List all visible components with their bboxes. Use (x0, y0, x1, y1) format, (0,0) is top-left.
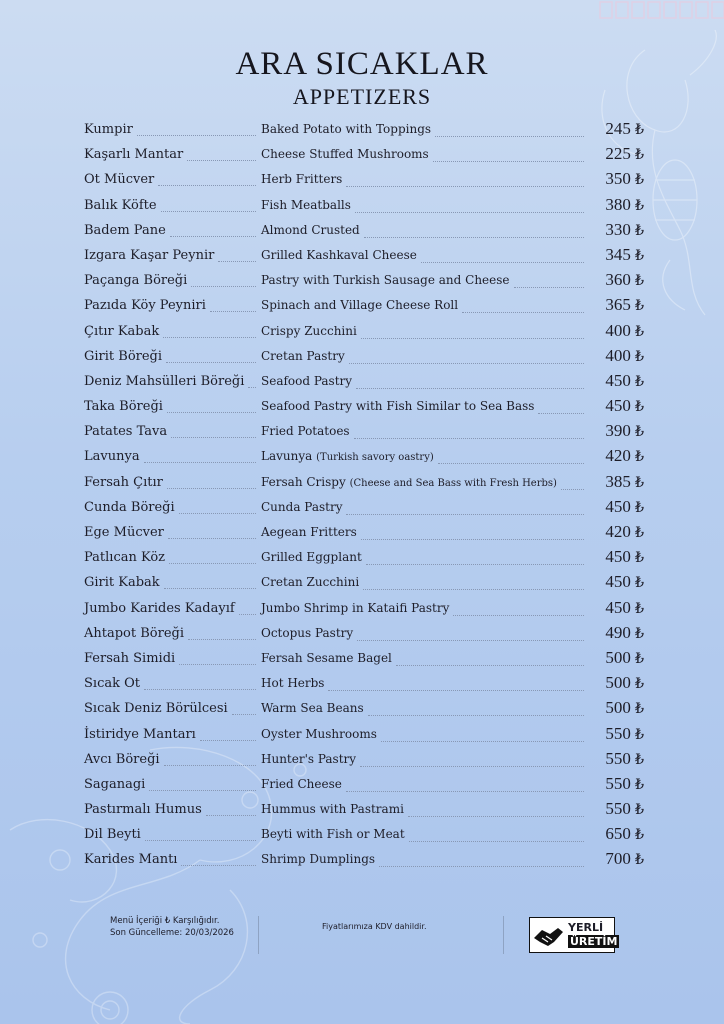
item-desc-en: Shrimp Dumplings (261, 852, 376, 867)
item-name-en (261, 374, 352, 388)
dot-leader (163, 337, 256, 338)
item-desc-en: Hot Herbs (261, 676, 325, 691)
item-desc-en: Fish Meatballs (261, 197, 351, 212)
currency-note: Menü İçeriği ₺ Karşılığıdır. (110, 916, 220, 926)
dot-leader (170, 236, 256, 237)
dot-leader (161, 211, 256, 212)
price-value: 420 (605, 522, 631, 541)
item-desc-en: Crispy Zucchini (261, 323, 357, 338)
item-name-en (261, 147, 429, 161)
menu-item-row (84, 571, 644, 596)
item-desc-en: Fried Potatoes (261, 424, 350, 439)
item-desc-en: Grilled Kashkaval Cheese (261, 247, 417, 262)
footer-divider (258, 916, 259, 954)
item-name-tr: Avcı Böreği (84, 751, 160, 767)
item-name-en (261, 475, 557, 489)
dot-leader (169, 563, 256, 564)
last-updated: Son Güncelleme: 20/03/2026 (110, 928, 234, 938)
item-desc-en: Hummus with Pastrami (261, 802, 404, 817)
item-price (605, 220, 644, 240)
dot-leader (181, 865, 256, 866)
item-name-tr: Pastırmalı Humus (84, 802, 202, 818)
item-desc-en: Oyster Mushrooms (261, 726, 377, 741)
currency-symbol: ₺ (635, 475, 644, 491)
menu-item-row (84, 244, 644, 269)
price-value: 330 (605, 219, 631, 239)
item-name-tr: Pazıda Köy Peyniri (84, 298, 206, 314)
item-name-en (261, 399, 534, 413)
currency-symbol: ₺ (635, 651, 644, 667)
item-name-en (261, 626, 353, 640)
dot-leader (144, 462, 256, 463)
currency-symbol: ₺ (635, 223, 644, 239)
item-desc-en: Spinach and Village Cheese Roll (261, 298, 459, 313)
menu-item-row (84, 723, 644, 748)
menu-item-row (84, 395, 644, 420)
dot-leader (366, 564, 584, 565)
item-name-en (261, 827, 405, 841)
price-value: 360 (605, 270, 631, 290)
item-price (605, 371, 644, 391)
menu-item-row (84, 798, 644, 823)
dot-leader (179, 664, 256, 665)
currency-symbol: ₺ (635, 551, 644, 567)
dot-leader (409, 841, 584, 842)
dot-leader (438, 463, 584, 464)
dot-leader (187, 160, 256, 161)
item-desc-en: Fried Cheese (261, 776, 342, 791)
yerli-uretim-badge (529, 917, 618, 953)
item-desc-en: Octopus Pastry (261, 625, 354, 640)
dot-leader (328, 690, 584, 691)
item-name-tr: Dil Beyti (84, 827, 141, 843)
currency-symbol: ₺ (635, 148, 644, 164)
item-name-en (261, 752, 356, 766)
item-desc-en: Grilled Eggplant (261, 550, 362, 565)
price-value: 450 (605, 396, 631, 416)
dot-leader (433, 161, 584, 162)
item-price (605, 824, 644, 844)
price-value: 550 (605, 723, 631, 743)
menu-item-row (84, 345, 644, 370)
currency-symbol: ₺ (635, 349, 644, 365)
footer-divider (503, 916, 504, 954)
item-desc-en: Warm Sea Beans (261, 701, 364, 716)
menu-item-row (84, 823, 644, 848)
dot-leader (379, 866, 584, 867)
currency-symbol: ₺ (635, 777, 644, 793)
price-value: 450 (605, 547, 631, 567)
price-value: 380 (605, 194, 631, 214)
dot-leader (538, 413, 584, 414)
item-name-tr: Paçanga Böreği (84, 273, 188, 289)
item-name-tr: Deniz Mahsülleri Böreği (84, 373, 245, 389)
dot-leader (346, 186, 584, 187)
currency-symbol: ₺ (635, 274, 644, 290)
price-value: 350 (605, 169, 631, 189)
item-name-en (261, 298, 458, 312)
item-name-en (261, 424, 350, 438)
item-desc-en: Aegean Fritters (261, 525, 357, 539)
menu-item-row (84, 521, 644, 546)
price-value: 450 (605, 572, 631, 592)
item-name-tr: Girit Kabak (84, 575, 160, 591)
handshake-icon (530, 918, 566, 952)
item-desc-en: Seafood Pastry (261, 373, 353, 388)
item-price (605, 195, 644, 215)
menu-item-row (84, 773, 644, 798)
currency-symbol: ₺ (635, 500, 644, 516)
menu-item-row (84, 320, 644, 345)
item-price (605, 774, 644, 794)
item-name-tr: Lavunya (84, 449, 140, 465)
item-name-tr: Sıcak Deniz Börülcesi (84, 701, 228, 717)
currency-symbol: ₺ (635, 400, 644, 416)
item-price (605, 547, 644, 567)
item-desc-en: Fersah Sesame Bagel (261, 650, 392, 665)
item-name-tr: Ege Mücver (84, 525, 164, 540)
dot-leader (356, 388, 584, 389)
item-price (605, 396, 644, 416)
item-name-tr: İstiridye Mantarı (84, 726, 196, 742)
item-name-en (261, 172, 342, 186)
item-price (605, 698, 644, 718)
item-name-tr: Kumpir (84, 122, 133, 137)
menu-item-row (84, 546, 644, 571)
price-value: 245 (605, 119, 631, 138)
price-value: 400 (605, 320, 631, 340)
item-name-en (261, 324, 357, 338)
currency-symbol: ₺ (635, 173, 644, 189)
item-desc-en: Fersah Crispy (261, 474, 346, 489)
item-desc-en: Cretan Pastry (261, 348, 345, 363)
item-price (605, 295, 644, 315)
item-price (605, 270, 644, 290)
item-name-tr: Girit Böreği (84, 348, 163, 364)
price-value: 345 (605, 244, 631, 264)
dot-leader (514, 287, 584, 288)
item-price (605, 245, 644, 265)
item-desc-en: Jumbo Shrimp in Kataifi Pastry (261, 600, 450, 615)
menu-item-row (84, 672, 644, 697)
menu-items-list (84, 118, 644, 874)
dot-leader (206, 815, 256, 816)
item-name-en (261, 651, 392, 665)
badge-line-2: ÜRETİM (570, 935, 618, 948)
dot-leader (357, 640, 584, 641)
dot-leader (167, 488, 256, 489)
menu-item-row (84, 269, 644, 294)
menu-item-row (84, 194, 644, 219)
item-price (605, 321, 644, 341)
item-name-en (261, 500, 342, 514)
price-value: 490 (605, 622, 631, 642)
currency-symbol: ₺ (635, 450, 644, 466)
currency-symbol: ₺ (635, 601, 644, 617)
dot-leader (158, 185, 256, 186)
currency-symbol: ₺ (635, 677, 644, 693)
price-value: 500 (605, 698, 631, 718)
badge-line-1: YERLİ (568, 921, 604, 934)
menu-item-row (84, 219, 644, 244)
item-price (605, 346, 644, 366)
item-name-en (261, 449, 434, 463)
currency-symbol: ₺ (635, 576, 644, 592)
item-name-tr: Balık Köfte (84, 197, 157, 213)
item-price (605, 119, 644, 139)
price-value: 365 (605, 295, 631, 315)
dot-leader (191, 286, 256, 287)
item-name-en (261, 273, 510, 287)
footer-info (110, 915, 234, 939)
dot-leader (248, 387, 256, 388)
price-value: 550 (605, 799, 631, 819)
dot-leader (421, 262, 584, 263)
price-value: 650 (605, 824, 631, 844)
item-price (605, 623, 644, 643)
item-desc-en: Almond Crusted (261, 222, 360, 237)
dot-leader (361, 539, 584, 540)
dot-leader (435, 136, 584, 137)
dot-leader (360, 766, 584, 767)
price-value: 550 (605, 773, 631, 793)
item-name-tr: Çıtır Kabak (84, 323, 160, 339)
item-name-tr: Taka Böreği (84, 399, 163, 415)
menu-item-row (84, 848, 644, 873)
currency-symbol: ₺ (635, 374, 644, 390)
item-name-tr: Ahtapot Böreği (84, 625, 185, 641)
item-desc-en: Seafood Pastry with Fish Similar to Sea Bass (261, 399, 535, 414)
dot-leader (364, 237, 584, 238)
dot-leader (354, 438, 584, 439)
dot-leader (346, 791, 584, 792)
item-price (605, 169, 644, 189)
currency-symbol: ₺ (635, 425, 644, 441)
currency-symbol: ₺ (635, 727, 644, 743)
item-name-tr: Sıcak Ot (84, 676, 140, 692)
dot-leader (239, 614, 256, 615)
currency-symbol: ₺ (635, 299, 644, 315)
decorative-pattern-top (598, 0, 724, 20)
price-value: 500 (605, 673, 631, 693)
price-value: 500 (605, 647, 631, 667)
currency-symbol: ₺ (635, 803, 644, 819)
price-value: 450 (605, 370, 631, 390)
menu-subtitle: APPETIZERS (292, 84, 432, 109)
dot-leader (349, 363, 584, 364)
price-value: 420 (605, 446, 631, 466)
price-value: 450 (605, 597, 631, 617)
menu-item-row (84, 294, 644, 319)
dot-leader (168, 538, 256, 539)
item-desc-en: Cunda Pastry (261, 499, 343, 514)
dot-leader (166, 362, 256, 363)
dot-leader (218, 261, 256, 262)
item-price (605, 497, 644, 517)
item-name-en (261, 349, 345, 363)
dot-leader (408, 816, 584, 817)
item-name-tr: Saganagi (84, 776, 146, 792)
currency-symbol: ₺ (635, 123, 644, 138)
menu-item-row (84, 647, 644, 672)
item-name-en (261, 802, 404, 816)
item-price (605, 522, 644, 542)
item-name-tr: Ot Mücver (84, 172, 155, 188)
item-name-en (261, 601, 449, 615)
currency-symbol: ₺ (635, 853, 644, 869)
item-name-tr: Jumbo Karides Kadayıf (84, 600, 235, 616)
item-desc-en: Hunter's Pastry (261, 751, 357, 766)
menu-item-row (84, 420, 644, 445)
menu-item-row (84, 168, 644, 193)
dot-leader (164, 588, 256, 589)
currency-symbol: ₺ (635, 248, 644, 264)
dot-leader (363, 589, 584, 590)
item-price (605, 849, 644, 869)
item-name-tr: Patlıcan Köz (84, 550, 166, 566)
item-desc-en: Cretan Zucchini (261, 575, 360, 590)
item-note: (Turkish savory oastry) (316, 452, 434, 464)
dot-leader (361, 338, 584, 339)
dot-leader (149, 790, 256, 791)
currency-symbol: ₺ (635, 626, 644, 642)
item-name-en (261, 550, 362, 564)
item-price (605, 446, 644, 466)
price-value: 550 (605, 748, 631, 768)
dot-leader (171, 437, 256, 438)
menu-item-row (84, 597, 644, 622)
item-name-tr: Kaşarlı Mantar (84, 147, 184, 163)
price-value: 225 (605, 144, 631, 164)
dot-leader (210, 311, 256, 312)
menu-item-row (84, 118, 644, 143)
item-name-tr: Cunda Böreği (84, 499, 175, 515)
item-price (605, 144, 644, 164)
dot-leader (144, 689, 256, 690)
item-name-tr: Fersah Simidi (84, 650, 176, 666)
currency-symbol: ₺ (635, 198, 644, 214)
menu-item-row (84, 748, 644, 773)
item-desc-en: Beyti with Fish or Meat (261, 827, 405, 842)
item-desc-en: Herb Fritters (261, 172, 343, 187)
menu-item-row (84, 697, 644, 722)
item-name-en (261, 198, 351, 212)
menu-item-row (84, 143, 644, 168)
item-desc-en: Lavunya (261, 449, 313, 464)
item-price (605, 799, 644, 819)
dot-leader (381, 741, 584, 742)
menu-item-row (84, 370, 644, 395)
item-name-en (261, 727, 377, 741)
item-price (605, 598, 644, 618)
item-price (605, 572, 644, 592)
dot-leader (164, 765, 256, 766)
currency-symbol: ₺ (635, 526, 644, 541)
item-price (605, 648, 644, 668)
currency-symbol: ₺ (635, 752, 644, 768)
dot-leader (396, 665, 584, 666)
item-price (605, 472, 644, 492)
menu-item-row (84, 445, 644, 470)
vat-note: Fiyatlarımıza KDV dahildir. (322, 922, 427, 931)
item-name-tr: Karides Mantı (84, 852, 178, 868)
item-name-en (261, 701, 364, 715)
item-price (605, 673, 644, 693)
item-name-tr: Patates Tava (84, 424, 168, 440)
dot-leader (179, 513, 256, 514)
item-desc-en: Baked Potato with Toppings (261, 122, 432, 136)
item-name-en (261, 223, 360, 237)
price-value: 390 (605, 421, 631, 441)
menu-title: ARA SICAKLAR (235, 46, 489, 82)
dot-leader (188, 639, 256, 640)
item-name-en (261, 852, 375, 866)
menu-item-row (84, 471, 644, 496)
item-name-en (261, 777, 342, 791)
currency-symbol: ₺ (635, 702, 644, 718)
price-value: 385 (605, 471, 631, 491)
menu-item-row (84, 622, 644, 647)
item-desc-en: Pastry with Turkish Sausage and Cheese (261, 273, 510, 288)
dot-leader (346, 514, 584, 515)
item-name-tr: Fersah Çıtır (84, 474, 163, 490)
item-name-en (261, 248, 417, 262)
currency-symbol: ₺ (635, 324, 644, 340)
item-desc-en: Cheese Stuffed Mushrooms (261, 147, 429, 162)
dot-leader (462, 312, 584, 313)
item-price (605, 724, 644, 744)
menu-item-row (84, 496, 644, 521)
item-price (605, 749, 644, 769)
item-price (605, 421, 644, 441)
item-name-en (261, 525, 357, 539)
dot-leader (200, 740, 256, 741)
item-name-en (261, 122, 431, 136)
price-value: 700 (605, 849, 631, 869)
dot-leader (232, 714, 256, 715)
item-name-en (261, 676, 324, 690)
dot-leader (145, 840, 256, 841)
dot-leader (355, 212, 584, 213)
item-name-tr: Badem Pane (84, 222, 166, 238)
price-value: 400 (605, 345, 631, 365)
item-note: (Cheese and Sea Bass with Fresh Herbs) (349, 477, 557, 489)
currency-symbol: ₺ (635, 828, 644, 844)
dot-leader (561, 489, 584, 490)
dot-leader (453, 615, 584, 616)
dot-leader (167, 412, 256, 413)
dot-leader (137, 135, 256, 136)
dot-leader (368, 715, 584, 716)
item-name-en (261, 575, 359, 589)
price-value: 450 (605, 496, 631, 516)
item-name-tr: Izgara Kaşar Peynir (84, 247, 215, 263)
